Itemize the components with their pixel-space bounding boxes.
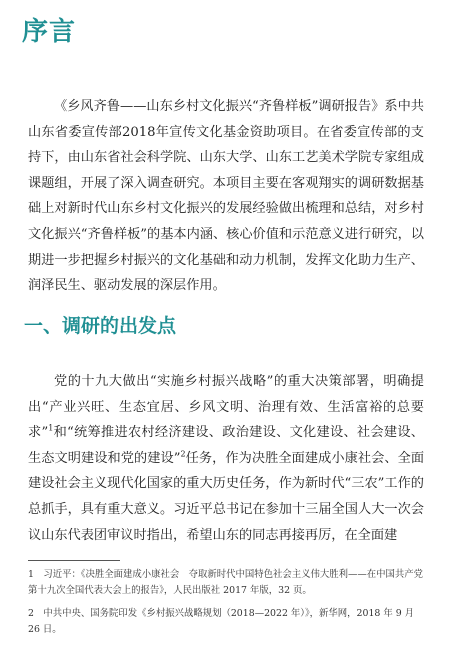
- intro-paragraph: 《乡风齐鲁——山东乡村文化振兴“齐鲁样板”调研报告》系中共山东省委宣传部2018年宣传文化基金资助项目。在省委宣传部的支持下，由山东省社会科学院、山东大学、山东工艺美术学院专家组成课题组，开展了深入调查研究。本项目主要在客观翔实的调研数据基础上对新时代山东乡村文化振兴的发展经验做出梳理和总结，对乡村文化振兴“齐鲁样板”的基本内涵、核心价值和示范意义进行研究，以期进一步把握乡村振兴的文化基础和动力机制，发挥文化助力生产、润泽民生、驱动发展的深层作用。: [28, 99, 424, 294]
- section-paragraph-text-3: 任务，作为决胜全面建成小康社会、全面建设社会主义现代化国家的重大历史任务，作为新时代“三农”工作的总抓手，具有重大意义。习近平总书记在参加十三届全国人大一次会议山东代表团审议时指出，希望山东的同志再接再厉，在全面建: [28, 450, 425, 543]
- section-heading: 一、调研的出发点: [24, 315, 177, 337]
- section-paragraph-text-1: 党的十九大做出“实施乡村振兴战略”的重大决策部署，明确提出“产业兴旺、生态宜居、乡风文明、治理有效、生活富裕的总要求”: [28, 374, 424, 441]
- footnote-2: 2 中共中央、国务院印发《乡村振兴战略规划（2018—2022 年）》，新华网，2018 年 9 月 26 日。: [28, 608, 415, 635]
- page-title: 序言: [22, 17, 77, 47]
- footnote-divider: [28, 560, 120, 561]
- footnote-ref-1: 1: [48, 423, 54, 433]
- section-paragraph: [28, 369, 424, 548]
- footnote-1: 1 习近平：《决胜全面建成小康社会 夺取新时代中国特色社会主义伟大胜利——在中国共产党第十九次全国代表大会上的报告》，人民出版社 2017 年版，32 页。: [28, 569, 424, 596]
- footnote-ref-2: 2: [180, 449, 186, 459]
- section-paragraph-text-2: 和“统筹推进农村经济建设、政治建设、文化建设、社会建设、生态文明建设和党的建设”: [28, 425, 424, 466]
